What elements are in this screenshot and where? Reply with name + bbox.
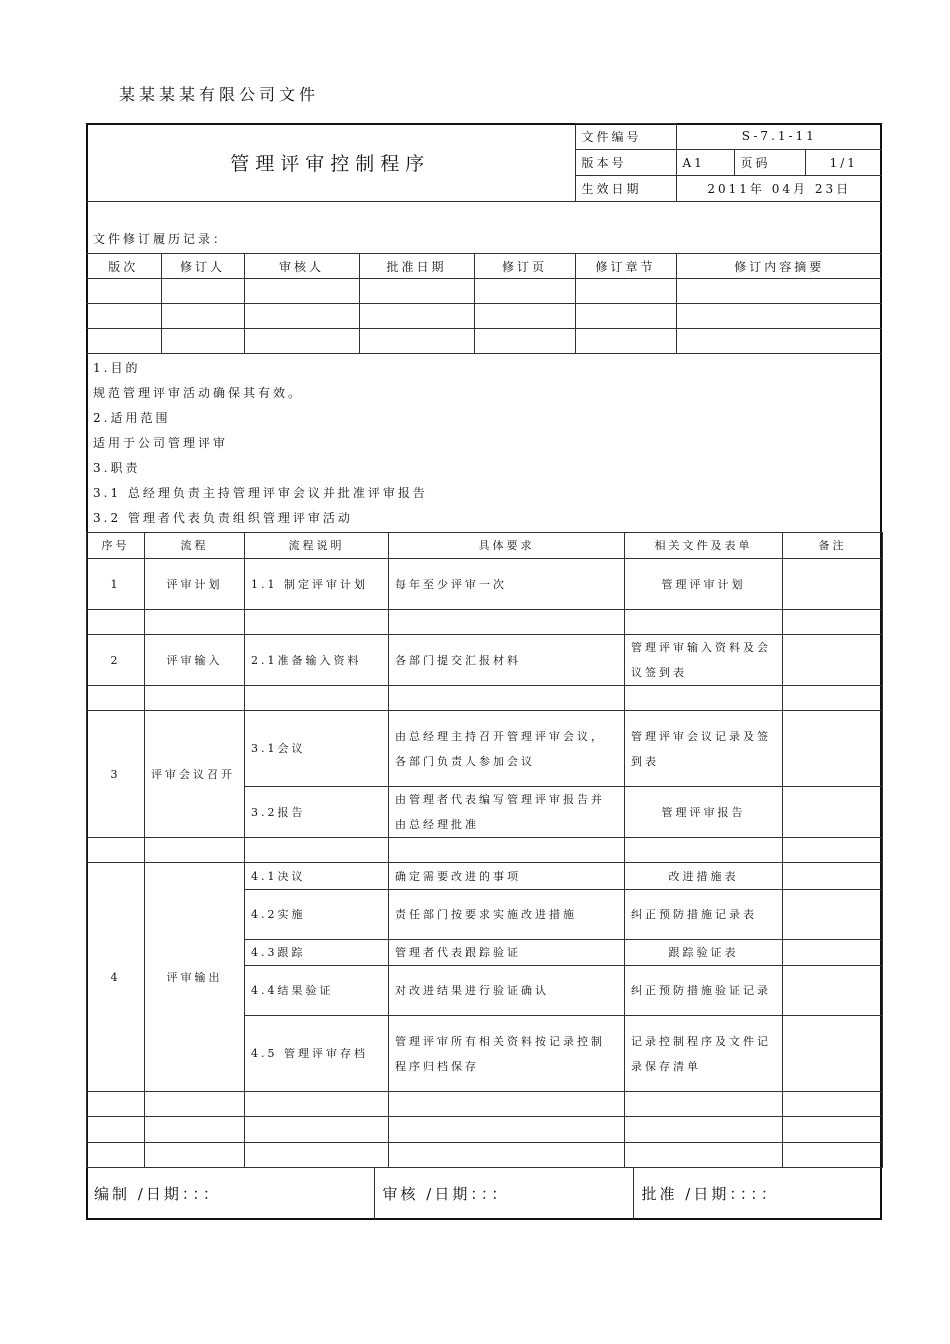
row-number: 2 bbox=[87, 635, 145, 686]
step-cell: 2.1准备输入资料 bbox=[245, 635, 389, 686]
table-row bbox=[87, 1117, 883, 1143]
remark-cell bbox=[783, 787, 883, 838]
step-cell: 3.1会议 bbox=[245, 711, 389, 787]
reviewed-by-field[interactable]: 审核 /日期：：： bbox=[374, 1168, 633, 1220]
form-cell: 改进措施表 bbox=[625, 863, 783, 890]
date-value: 2011年 04月 23日 bbox=[676, 176, 882, 202]
form-cell: 管理评审计划 bbox=[625, 559, 783, 610]
table-row bbox=[87, 863, 883, 890]
revision-col-header: 修订内容摘要 bbox=[676, 254, 882, 279]
section-duty-heading: 3.职责 bbox=[93, 461, 141, 475]
revision-col-header: 修订人 bbox=[161, 254, 244, 279]
requirement-cell: 由管理者代表编写管理评审报告并由总经理批准 bbox=[389, 787, 625, 838]
revision-table bbox=[86, 253, 882, 354]
revision-col-header: 修订章节 bbox=[575, 254, 676, 279]
form-cell: 纠正预防措施验证记录 bbox=[625, 966, 783, 1016]
flow-cell: 评审输出 bbox=[145, 863, 245, 1092]
revision-row bbox=[86, 304, 882, 329]
procedure-col-header: 流程说明 bbox=[245, 533, 389, 559]
procedure-col-header: 相关文件及表单 bbox=[625, 533, 783, 559]
section-scope-heading: 2.适用范围 bbox=[93, 411, 171, 425]
procedure-col-header: 备注 bbox=[783, 533, 883, 559]
step-cell: 4.2实施 bbox=[245, 890, 389, 940]
remark-cell bbox=[783, 940, 883, 966]
requirement-cell: 管理者代表跟踪验证 bbox=[389, 940, 625, 966]
revision-col-header: 版次 bbox=[86, 254, 161, 279]
section-scope-text: 适用于公司管理评审 bbox=[93, 436, 229, 450]
requirement-cell: 管理评审所有相关资料按记录控制程序归档保存 bbox=[389, 1016, 625, 1092]
revision-row bbox=[86, 279, 882, 304]
revision-row bbox=[86, 329, 882, 354]
prepared-by-field[interactable]: 编制 /日期：：： bbox=[86, 1168, 374, 1220]
table-row bbox=[87, 711, 883, 787]
procedure-col-header: 流程 bbox=[145, 533, 245, 559]
step-cell: 1.1 制定评审计划 bbox=[245, 559, 389, 610]
revision-label: 文件修订履历记录： bbox=[93, 232, 229, 246]
procedure-col-header: 序号 bbox=[87, 533, 145, 559]
table-row bbox=[87, 1143, 883, 1168]
requirement-cell: 每年至少评审一次 bbox=[389, 559, 625, 610]
document-title: 管理评审控制程序 bbox=[86, 124, 575, 202]
remark-cell bbox=[783, 1016, 883, 1092]
form-cell: 管理评审报告 bbox=[625, 787, 783, 838]
section-purpose-heading: 1.目的 bbox=[93, 361, 141, 375]
form-cell: 跟踪验证表 bbox=[625, 940, 783, 966]
page-label: 页码 bbox=[734, 150, 805, 176]
duty-item: 3.2 管理者代表负责组织管理评审活动 bbox=[93, 511, 353, 525]
remark-cell bbox=[783, 711, 883, 787]
version-value: A1 bbox=[676, 150, 734, 176]
step-cell: 4.1决议 bbox=[245, 863, 389, 890]
table-row bbox=[87, 559, 883, 610]
table-row bbox=[87, 635, 883, 686]
table-row bbox=[87, 686, 883, 711]
header-table bbox=[86, 123, 882, 202]
flow-cell: 评审输入 bbox=[145, 635, 245, 686]
remark-cell bbox=[783, 559, 883, 610]
table-row bbox=[87, 610, 883, 635]
form-cell: 记录控制程序及文件记录保存清单 bbox=[625, 1016, 783, 1092]
requirement-cell: 对改进结果进行验证确认 bbox=[389, 966, 625, 1016]
step-cell: 4.4结果验证 bbox=[245, 966, 389, 1016]
approved-by-field[interactable]: 批准 /日期：：：： bbox=[633, 1168, 882, 1220]
date-label: 生效日期 bbox=[575, 176, 676, 202]
remark-cell bbox=[783, 863, 883, 890]
signature-table bbox=[86, 1167, 882, 1220]
flow-cell: 评审会议召开 bbox=[145, 711, 245, 838]
requirement-cell: 各部门提交汇报材料 bbox=[389, 635, 625, 686]
table-row bbox=[87, 1092, 883, 1117]
code-label: 文件编号 bbox=[575, 124, 676, 150]
remark-cell bbox=[783, 635, 883, 686]
remark-cell bbox=[783, 890, 883, 940]
requirement-cell: 确定需要改进的事项 bbox=[389, 863, 625, 890]
section-purpose-text: 规范管理评审活动确保其有效。 bbox=[93, 386, 304, 400]
table-row bbox=[87, 838, 883, 863]
code-value: S-7.1-11 bbox=[676, 124, 882, 150]
remark-cell bbox=[783, 966, 883, 1016]
step-cell: 4.5 管理评审存档 bbox=[245, 1016, 389, 1092]
version-label: 版本号 bbox=[575, 150, 676, 176]
requirement-cell: 责任部门按要求实施改进措施 bbox=[389, 890, 625, 940]
revision-col-header: 修订页 bbox=[474, 254, 575, 279]
duty-item: 3.1 总经理负责主持管理评审会议并批准评审报告 bbox=[93, 486, 428, 500]
form-cell: 纠正预防措施记录表 bbox=[625, 890, 783, 940]
step-cell: 4.3跟踪 bbox=[245, 940, 389, 966]
company-header: 某某某某有限公司文件 bbox=[119, 85, 320, 104]
step-cell: 3.2报告 bbox=[245, 787, 389, 838]
page-value: 1/1 bbox=[805, 150, 882, 176]
row-number: 1 bbox=[87, 559, 145, 610]
revision-col-header: 审核人 bbox=[244, 254, 359, 279]
procedure-table bbox=[86, 532, 883, 1168]
form-cell: 管理评审会议记录及签到表 bbox=[625, 711, 783, 787]
procedure-col-header: 具体要求 bbox=[389, 533, 625, 559]
flow-cell: 评审计划 bbox=[145, 559, 245, 610]
row-number: 3 bbox=[87, 711, 145, 838]
requirement-cell: 由总经理主持召开管理评审会议，各部门负责人参加会议 bbox=[389, 711, 625, 787]
form-cell: 管理评审输入资料及会议签到表 bbox=[625, 635, 783, 686]
revision-col-header: 批准日期 bbox=[359, 254, 474, 279]
row-number: 4 bbox=[87, 863, 145, 1092]
